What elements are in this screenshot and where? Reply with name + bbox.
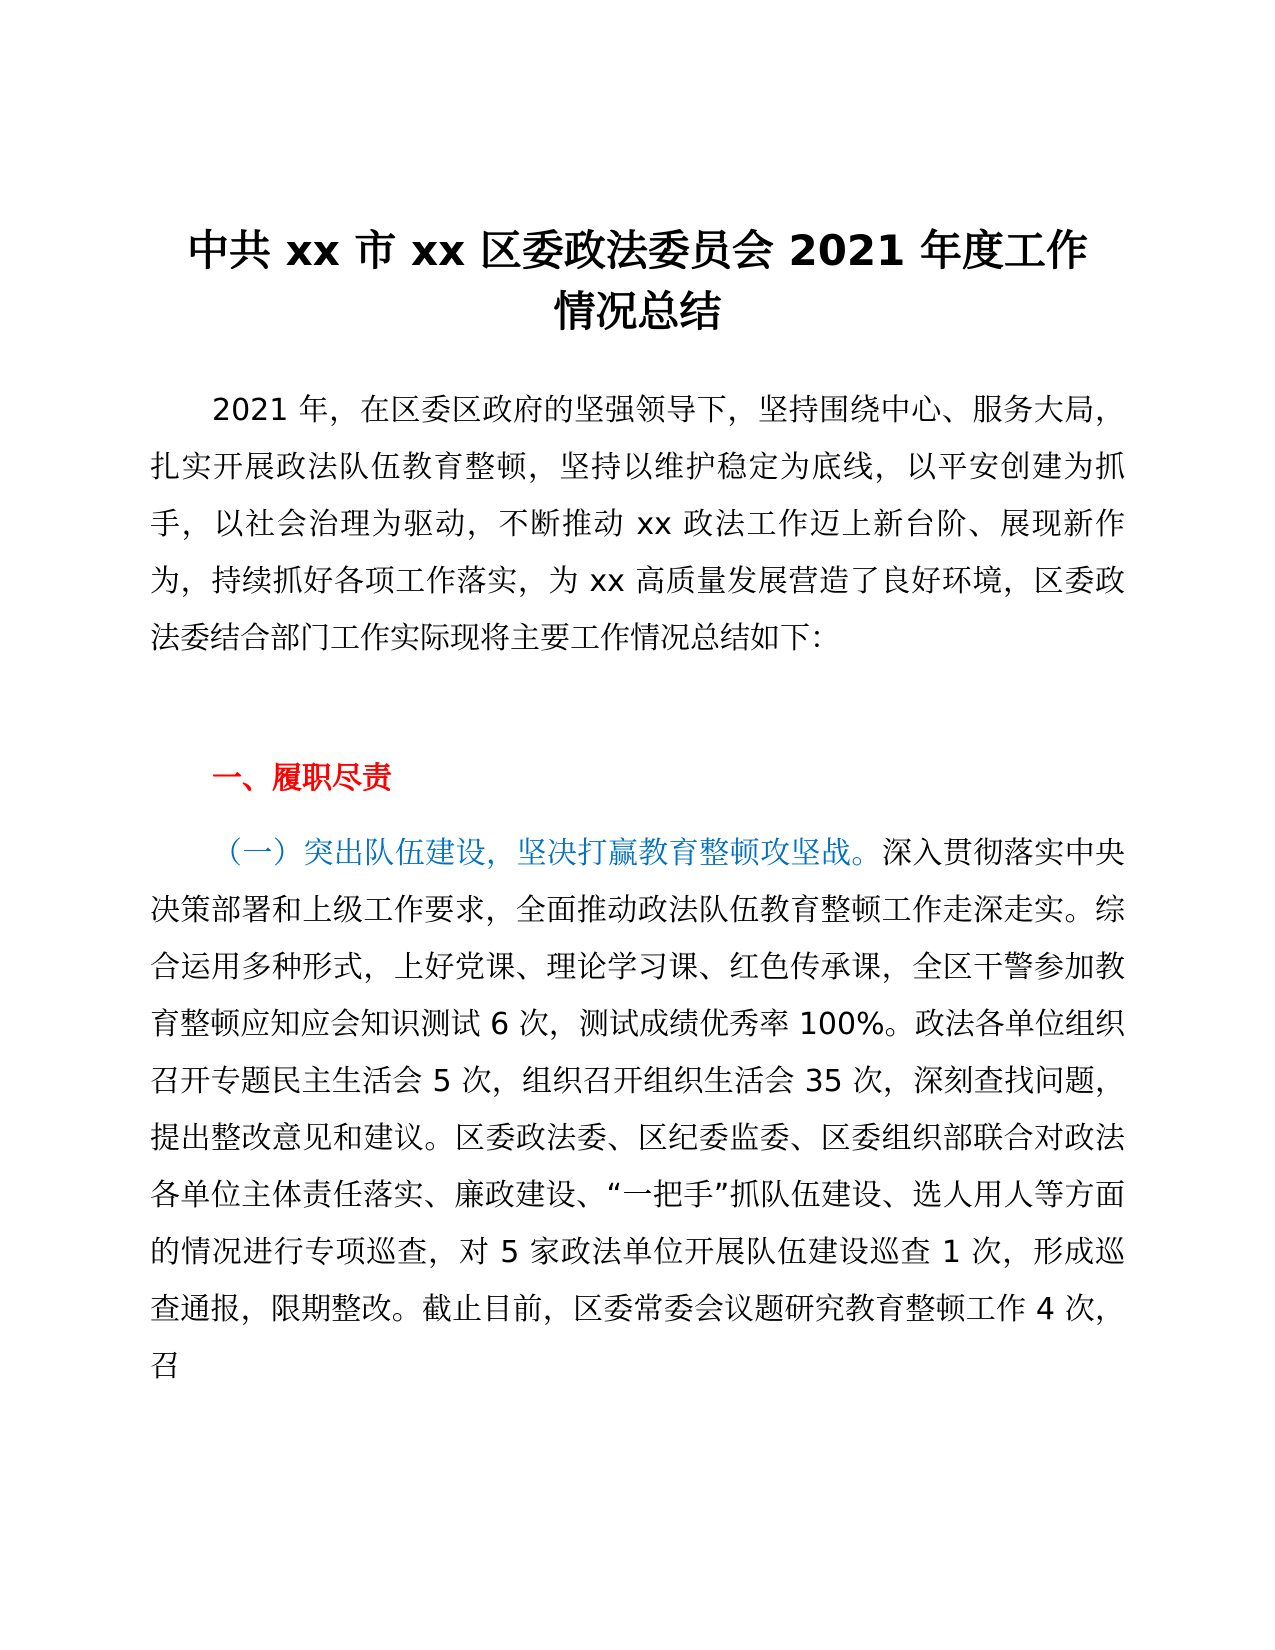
subsection-heading-1: （一）突出队伍建设，坚决打赢教育整顿攻坚战。 xyxy=(212,836,882,871)
title-line-2: 情况总结 xyxy=(553,287,722,336)
paragraph-1 xyxy=(150,825,1125,1395)
document-title xyxy=(150,220,1125,342)
section-heading-1: 一、履职尽责 xyxy=(212,761,392,796)
intro-paragraph: 2021 年，在区委区政府的坚强领导下，坚持围绕中心、服务大局，扎实开展政法队伍教育整顿，坚持以维护稳定为底线，以平安创建为抓手，以社会治理为驱动，不断推动 xx 政法工作迈上新台阶、展现新作为，持续抓好各项工作落实，为 xx 高质量发展营造了良好环境，区委政法委结合部门工作实际现将主要工作情况总结如下： xyxy=(150,393,1125,656)
title-line-1: 中共 xx 市 xx 区委政法委员会 2021 年度工作 xyxy=(187,226,1088,275)
subsection-body-1: 深入贯彻落实中央决策部署和上级工作要求，全面推动政法队伍教育整顿工作走深走实。综合运用多种形式，上好党课、理论学习课、红色传承课，全区干警参加教育整顿应知应会知识测试 6 次，测试成绩优秀率 100%。政法各单位组织召开专题民主生活会 5 次，组织召开组织生活会 35 次，深刻查找问题，提出整改意见和建议。区委政法委、区纪委监委、区委组织部联合对政法各单位主体责任落实、廉政建设、“一把手”抓队伍建设、选人用人等方面的情况进行专项巡查，对 5 家政法单位开展队伍建设巡查 1 次，形成巡查通报，限期整改。截止目前，区委常委会议题研究教育整顿工作 4 次，召 xyxy=(150,836,1126,1384)
